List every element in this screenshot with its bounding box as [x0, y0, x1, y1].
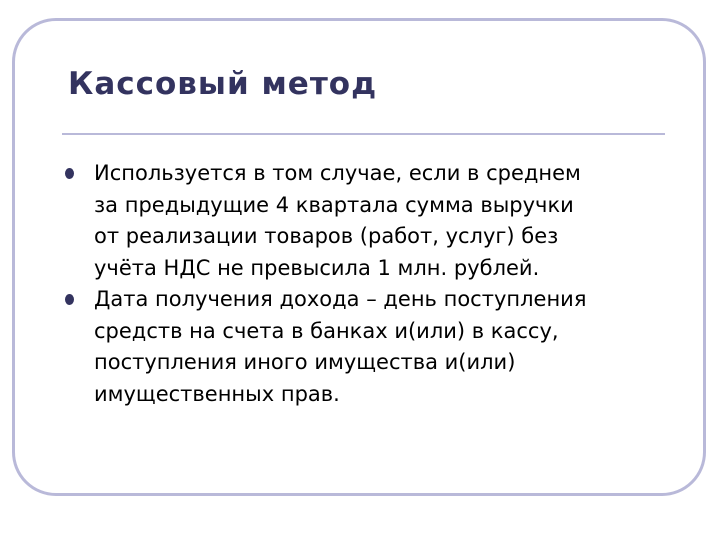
bullet-1-line-1: Используется в том случае, если в среднем: [94, 161, 581, 185]
bullet-2-line-1: Дата получения дохода – день поступления: [94, 287, 587, 311]
bullet-2-line-3: поступления иного имущества и(или): [94, 350, 516, 374]
bullet-dot-icon: [65, 294, 74, 305]
bullet-1-line-2: за предыдущие 4 квартала сумма выручки: [94, 192, 574, 217]
slide-title: Кассовый метод: [68, 66, 378, 102]
bullet-1-line-4: учёта НДС не превысила 1 млн. рублей.: [94, 255, 540, 280]
bullet-dot-icon: [65, 168, 74, 179]
bullet-item-1: [64, 158, 664, 284]
bullet-item-2: [64, 284, 664, 410]
title-divider: [62, 133, 665, 135]
bullet-list: [64, 158, 664, 410]
bullet-2-line-2: средств на счета в банках и(или) в кассу,: [94, 318, 559, 343]
bullet-2-line-4: имущественных прав.: [94, 381, 340, 406]
bullet-1-line-3: от реализации товаров (работ, услуг) без: [94, 224, 559, 248]
